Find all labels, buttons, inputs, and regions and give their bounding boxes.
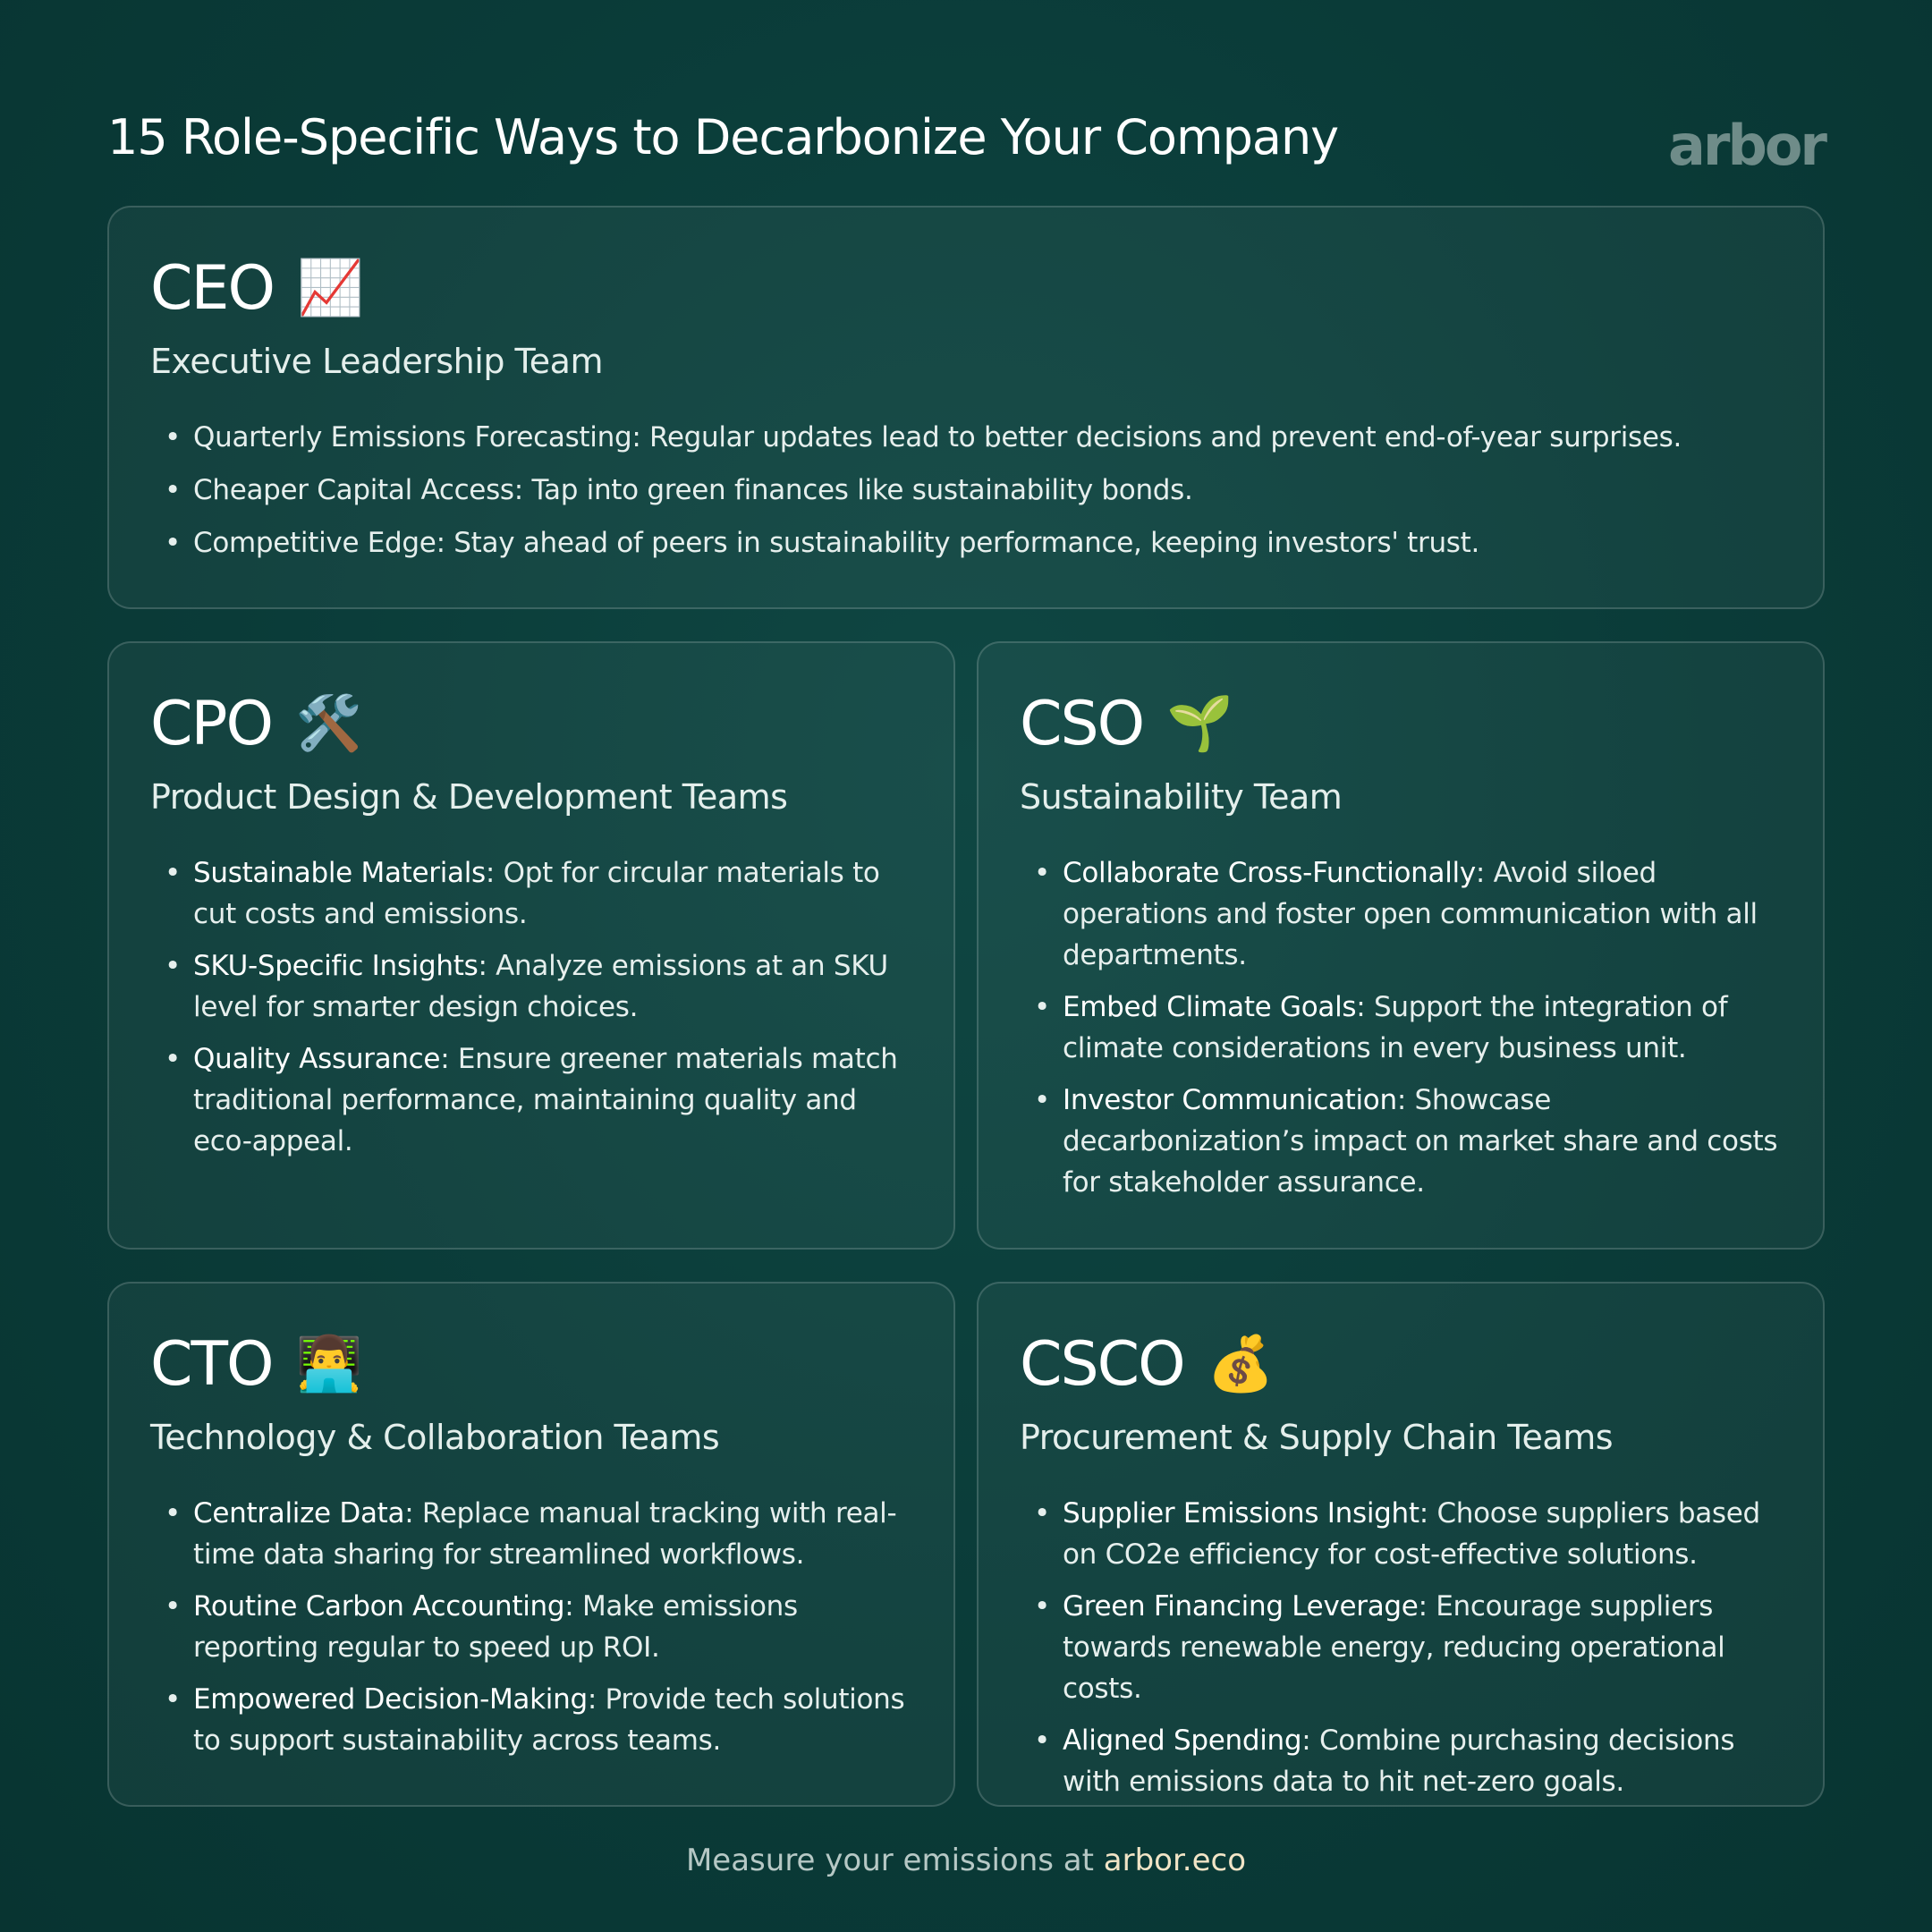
hammer-and-wrench-icon: 🛠️ [295, 692, 362, 755]
card-heading [150, 252, 1782, 324]
item-heading: Quarterly Emissions Forecasting [193, 421, 632, 453]
chart-increasing-icon: 📈 [296, 257, 364, 319]
team-name: Technology & Collaboration Teams [150, 1418, 720, 1457]
item-heading: Centralize Data [193, 1497, 405, 1530]
item-text: : Combine purchasing decisions with emissions data to hit net-zero goals. [1063, 1724, 1735, 1798]
footer-link[interactable]: arbor.eco [1103, 1843, 1247, 1878]
seedling-icon: 🌱 [1166, 692, 1233, 755]
list-item [150, 1586, 912, 1668]
list-item [150, 1493, 912, 1575]
item-text: : Avoid siloed operations and foster open communication with all departments. [1063, 857, 1758, 971]
arbor-logo: arbor [1668, 113, 1825, 178]
bullet-list [150, 1493, 912, 1761]
footer-text: Measure your emissions at [685, 1843, 1104, 1878]
list-item [1020, 1080, 1782, 1203]
item-text: : Replace manual tracking with real-time data sharing for streamlined workflows. [193, 1497, 897, 1571]
item-heading: Routine Carbon Accounting [193, 1590, 565, 1623]
card-heading [150, 1328, 912, 1400]
list-item [1020, 1720, 1782, 1802]
role-title: CEO [150, 252, 274, 324]
item-text: : Support the integration of climate considerations in every business unit. [1063, 991, 1728, 1064]
item-text: : Encourage suppliers towards renewable energy, reducing operational costs. [1063, 1590, 1725, 1705]
card-heading [1020, 1328, 1782, 1400]
team-name: Executive Leadership Team [150, 342, 603, 381]
technologist-icon: 👨‍💻 [295, 1333, 363, 1395]
item-text: : Tap into green finances like sustainability bonds. [513, 474, 1193, 506]
item-text: : Analyze emissions at an SKU level for smarter design choices. [193, 950, 888, 1023]
item-text: : Opt for circular materials to cut costs and emissions. [193, 857, 880, 930]
item-heading: Quality Assurance [193, 1043, 441, 1075]
item-heading: Empowered Decision-Making [193, 1683, 588, 1716]
page-title: 15 Role-Specific Ways to Decarbonize Your Company [107, 109, 1339, 165]
list-item [1020, 1586, 1782, 1709]
item-heading: Investor Communication [1063, 1084, 1397, 1116]
list-item [150, 1038, 912, 1162]
role-title: CTO [150, 1328, 273, 1400]
item-heading: Sustainable Materials [193, 857, 486, 889]
bullet-list [1020, 1493, 1782, 1802]
item-text: : Ensure greener materials match traditional performance, maintaining quality and eco-appeal. [193, 1043, 898, 1157]
item-text: : Stay ahead of peers in sustainability performance, keeping investors' trust. [436, 527, 1480, 559]
item-heading: Supplier Emissions Insight [1063, 1497, 1419, 1530]
item-text: : Showcase decarbonization’s impact on market share and costs for stakeholder assurance. [1063, 1084, 1778, 1199]
card-heading [1020, 688, 1782, 759]
item-text: : Choose suppliers based on CO2e efficiency for cost-effective solutions. [1063, 1497, 1760, 1571]
list-item [1020, 1493, 1782, 1575]
card-heading [150, 688, 912, 759]
item-heading: Embed Climate Goals [1063, 991, 1357, 1023]
bullet-list [1020, 852, 1782, 1203]
list-item [150, 417, 1782, 458]
cto-card [107, 1282, 955, 1807]
role-title: CPO [150, 688, 273, 759]
item-heading: Collaborate Cross-Functionally [1063, 857, 1476, 889]
csco-card [977, 1282, 1825, 1807]
item-heading: Cheaper Capital Access [193, 474, 514, 506]
bullet-list [150, 417, 1782, 564]
list-item [1020, 852, 1782, 976]
money-bag-icon: 💰 [1207, 1333, 1275, 1395]
team-name: Product Design & Development Teams [150, 777, 788, 817]
list-item [150, 522, 1782, 564]
item-heading: Aligned Spending [1063, 1724, 1302, 1757]
item-heading: Competitive Edge [193, 527, 436, 559]
list-item [150, 852, 912, 935]
item-text: : Regular updates lead to better decisions and prevent end-of-year surprises. [631, 421, 1682, 453]
item-text: : Provide tech solutions to support sustainability across teams. [193, 1683, 905, 1757]
list-item [150, 470, 1782, 511]
footer [0, 1843, 1932, 1878]
team-name: Sustainability Team [1020, 777, 1343, 817]
list-item [1020, 987, 1782, 1069]
team-name: Procurement & Supply Chain Teams [1020, 1418, 1614, 1457]
role-title: CSO [1020, 688, 1144, 759]
list-item [150, 1679, 912, 1761]
item-heading: Green Financing Leverage [1063, 1590, 1419, 1623]
ceo-card [107, 206, 1825, 609]
cpo-card [107, 641, 955, 1250]
list-item [150, 945, 912, 1028]
item-heading: SKU-Specific Insights [193, 950, 479, 982]
role-title: CSCO [1020, 1328, 1184, 1400]
bullet-list [150, 852, 912, 1162]
item-text: : Make emissions reporting regular to speed up ROI. [193, 1590, 798, 1664]
cso-card [977, 641, 1825, 1250]
